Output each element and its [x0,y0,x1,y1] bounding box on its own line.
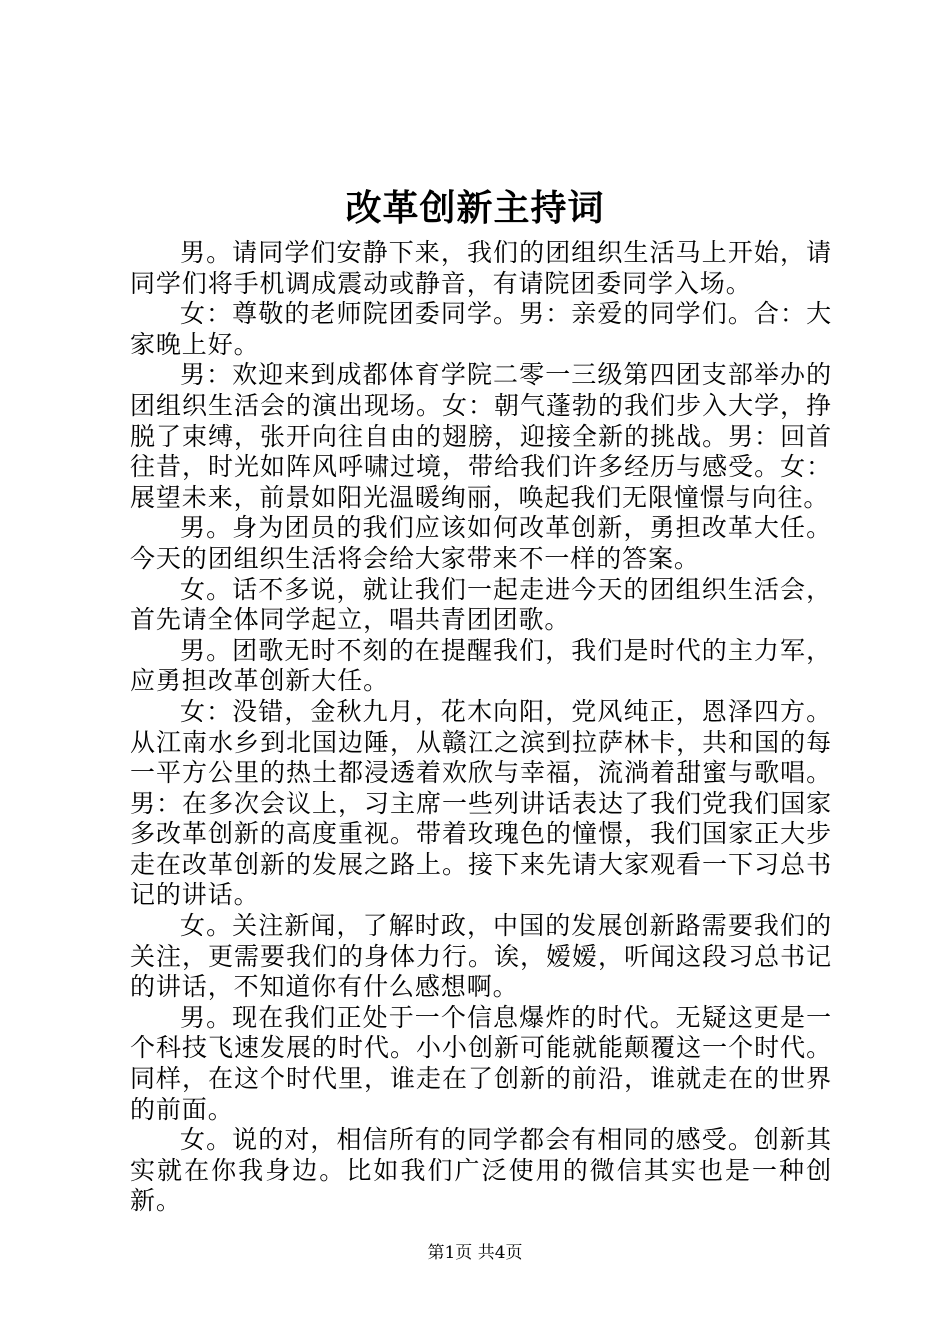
paragraph: 男。团歌无时不刻的在提醒我们，我们是时代的主力军，应勇担改革创新大任。 [130,635,832,696]
paragraph: 男。请同学们安静下来，我们的团组织生活马上开始，请同学们将手机调成震动或静音，有请院团委同学入场。 [130,238,832,298]
paragraph: 男。身为团员的我们应该如何改革创新，勇担改革大任。今天的团组织生活将会给大家带来不一样的答案。 [130,513,832,573]
paragraph: 女：没错，金秋九月，花木向阳，党风纯正，恩泽四方。从江南水乡到北国边陲，从赣江之滨到拉萨林卡，共和国的每一平方公里的热土都浸透着欢欣与幸福，流淌着甜蜜与歌唱。男：在多次会议上，习主席一些列讲话表达了我们党我们国家多改革创新的高度重视。带着玫瑰色的憧憬，我们国家正大步走在改革创新的发展之路上。接下来先请大家观看一下习总书记的讲话。 [130,696,832,910]
document-body [130,238,832,1217]
paragraph: 男：欢迎来到成都体育学院二零一三级第四团支部举办的团组织生活会的演出现场。女：朝气蓬勃的我们步入大学，挣脱了束缚，张开向往自由的翅膀，迎接全新的挑战。男：回首往昔，时光如阵风呼啸过境，带给我们许多经历与感受。女：展望未来，前景如阳光温暖绚丽，唤起我们无限憧憬与向往。 [130,360,832,512]
paragraph: 男。现在我们正处于一个信息爆炸的时代。无疑这更是一个科技飞速发展的时代。小小创新可能就能颠覆这一个时代。同样，在这个时代里，谁走在了创新的前沿，谁就走在的世界的前面。 [130,1002,832,1124]
paragraph: 女。说的对，相信所有的同学都会有相同的感受。创新其实就在你我身边。比如我们广泛使用的微信其实也是一种创新。 [130,1125,832,1216]
paragraph: 女：尊敬的老师院团委同学。男：亲爱的同学们。合：大家晚上好。 [130,299,832,359]
document-title: 改革创新主持词 [345,187,605,229]
paragraph: 女。关注新闻，了解时政，中国的发展创新路需要我们的关注，更需要我们的身体力行。诶，嫒嫒，听闻这段习总书记的讲话，不知道你有什么感想啊。 [130,911,832,1002]
paragraph: 女。话不多说，就让我们一起走进今天的团组织生活会，首先请全体同学起立，唱共青团团歌。 [130,574,832,635]
page-footer: 第1页 共4页 [427,1243,523,1263]
